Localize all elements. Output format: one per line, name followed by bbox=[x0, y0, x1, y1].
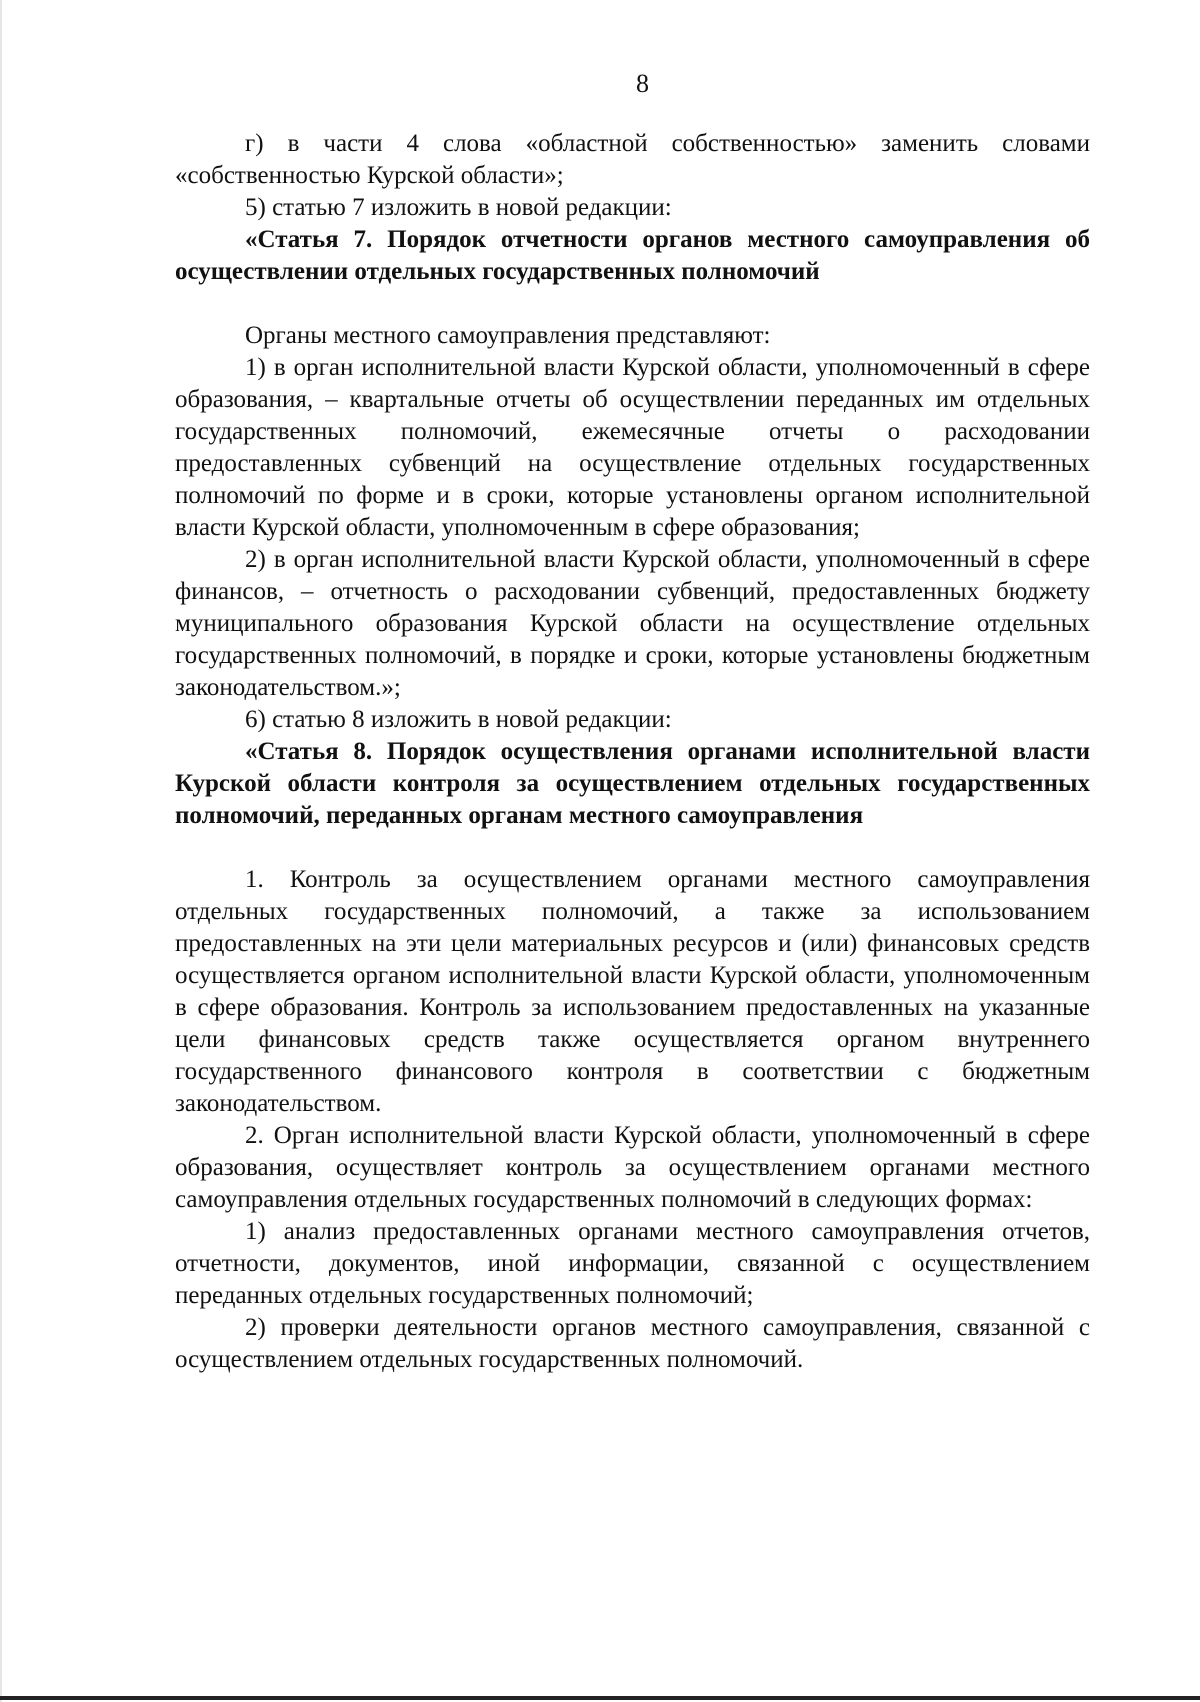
paragraph-gap bbox=[175, 832, 1090, 864]
paragraph-gap bbox=[175, 288, 1090, 320]
paragraph: 2) проверки деятельности органов местного самоуправления, связанной с осуществлением отдельных государственных полномочий. bbox=[175, 1314, 1090, 1373]
paragraph: 6) статью 8 изложить в новой редакции: bbox=[245, 706, 672, 733]
paragraph: 2) в орган исполнительной власти Курской области, уполномоченный в сфере финансов, – отчетность о расходовании субвенций, предоставленных бюджету муниципального образования Курской области на осуществление отдельных государственных полномочий, в порядке и сроки, которые установлены бюджетным законодательством.»; bbox=[175, 546, 1090, 701]
paragraph: 1. Контроль за осуществлением органами местного самоуправления отдельных государственных полномочий, а также за использованием предоставленных на эти цели материальных ресурсов и (или) финансовых средств осуществляется органом исполнительной власти Курской области, уполномоченным в сфере образования. Контроль за использованием предоставленных на указанные цели финансовых средств также осуществляется органом внутреннего государственного финансового контроля в соответствии с бюджетным законодательством. bbox=[175, 866, 1090, 1117]
paragraph: Органы местного самоуправления представляют: bbox=[245, 322, 771, 349]
paragraph: 5) статью 7 изложить в новой редакции: bbox=[245, 194, 672, 221]
article-heading: «Статья 8. Порядок осуществления органами исполнительной власти Курской области контроля за осуществлением отдельных государственных полномочий, переданных органам местного самоуправления bbox=[175, 738, 1090, 829]
document-body bbox=[175, 128, 1090, 1376]
scan-left-edge bbox=[0, 0, 2, 1702]
paragraph: 1) анализ предоставленных органами местного самоуправления отчетов, отчетности, документов, иной информации, связанной с осуществлением переданных отдельных государственных полномочий; bbox=[175, 1218, 1090, 1309]
paragraph: 2. Орган исполнительной власти Курской области, уполномоченный в сфере образования, осуществляет контроль за осуществлением органами местного самоуправления отдельных государственных полномочий в следующих формах: bbox=[175, 1122, 1090, 1213]
scan-bottom-edge bbox=[0, 1696, 1200, 1700]
page-number: 8 bbox=[636, 69, 649, 98]
document-page bbox=[175, 68, 1090, 1376]
paragraph: г) в части 4 слова «областной собственностью» заменить словами «собственностью Курской области»; bbox=[175, 130, 1090, 189]
article-heading: «Статья 7. Порядок отчетности органов местного самоуправления об осуществлении отдельных государственных полномочий bbox=[175, 226, 1090, 285]
paragraph: 1) в орган исполнительной власти Курской области, уполномоченный в сфере образования, – квартальные отчеты об осуществлении переданных им отдельных государственных полномочий, ежемесячные отчеты о расходовании предоставленных субвенций на осуществление отдельных государственных полномочий по форме и в сроки, которые установлены органом исполнительной власти Курской области, уполномоченным в сфере образования; bbox=[175, 354, 1090, 541]
